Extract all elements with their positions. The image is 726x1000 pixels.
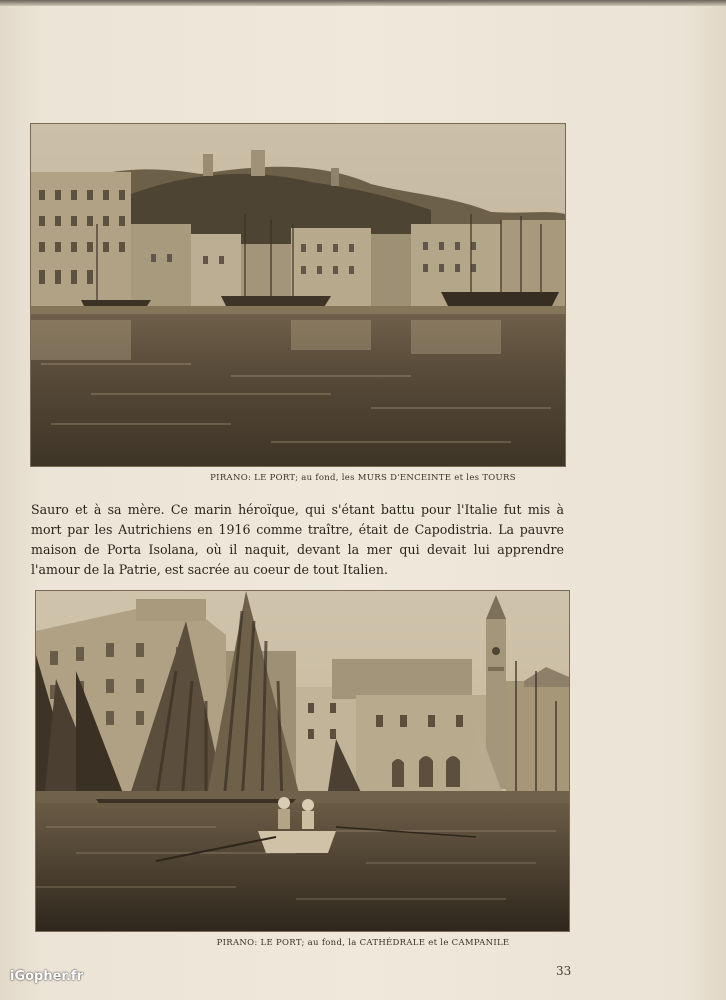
body-line: Sauro et à sa mère. Ce marin héroïque, qui s'étant battu pour l'Italie fut mis à xyxy=(31,502,564,517)
photo-caption-1: PIRANO: LE PORT; au fond, les MURS D'ENCEINTE et les TOURS xyxy=(210,473,516,483)
page-top-edge xyxy=(0,0,726,6)
body-line: maison de Porta Isolana, où il naquit, devant la mer qui devait lui apprendre xyxy=(31,542,564,557)
photo-harbor-cathedral xyxy=(36,591,569,931)
page-number: 33 xyxy=(556,964,572,978)
photo-harbor-walls xyxy=(31,124,565,466)
body-line: mort par les Autrichiens en 1916 comme traître, était de Capodistria. La pauvre xyxy=(31,522,564,537)
photo-harbor-walls-image xyxy=(31,124,565,466)
body-line: l'amour de la Patrie, est sacrée au coeur de tout Italien. xyxy=(31,562,388,577)
photo-caption-2: PIRANO: LE PORT; au fond, la CATHÉDRALE et le CAMPANILE xyxy=(216,938,510,948)
body-paragraph xyxy=(31,500,564,580)
watermark-logo: iGopher.fr xyxy=(10,969,83,984)
photo-harbor-cathedral-image xyxy=(36,591,569,931)
